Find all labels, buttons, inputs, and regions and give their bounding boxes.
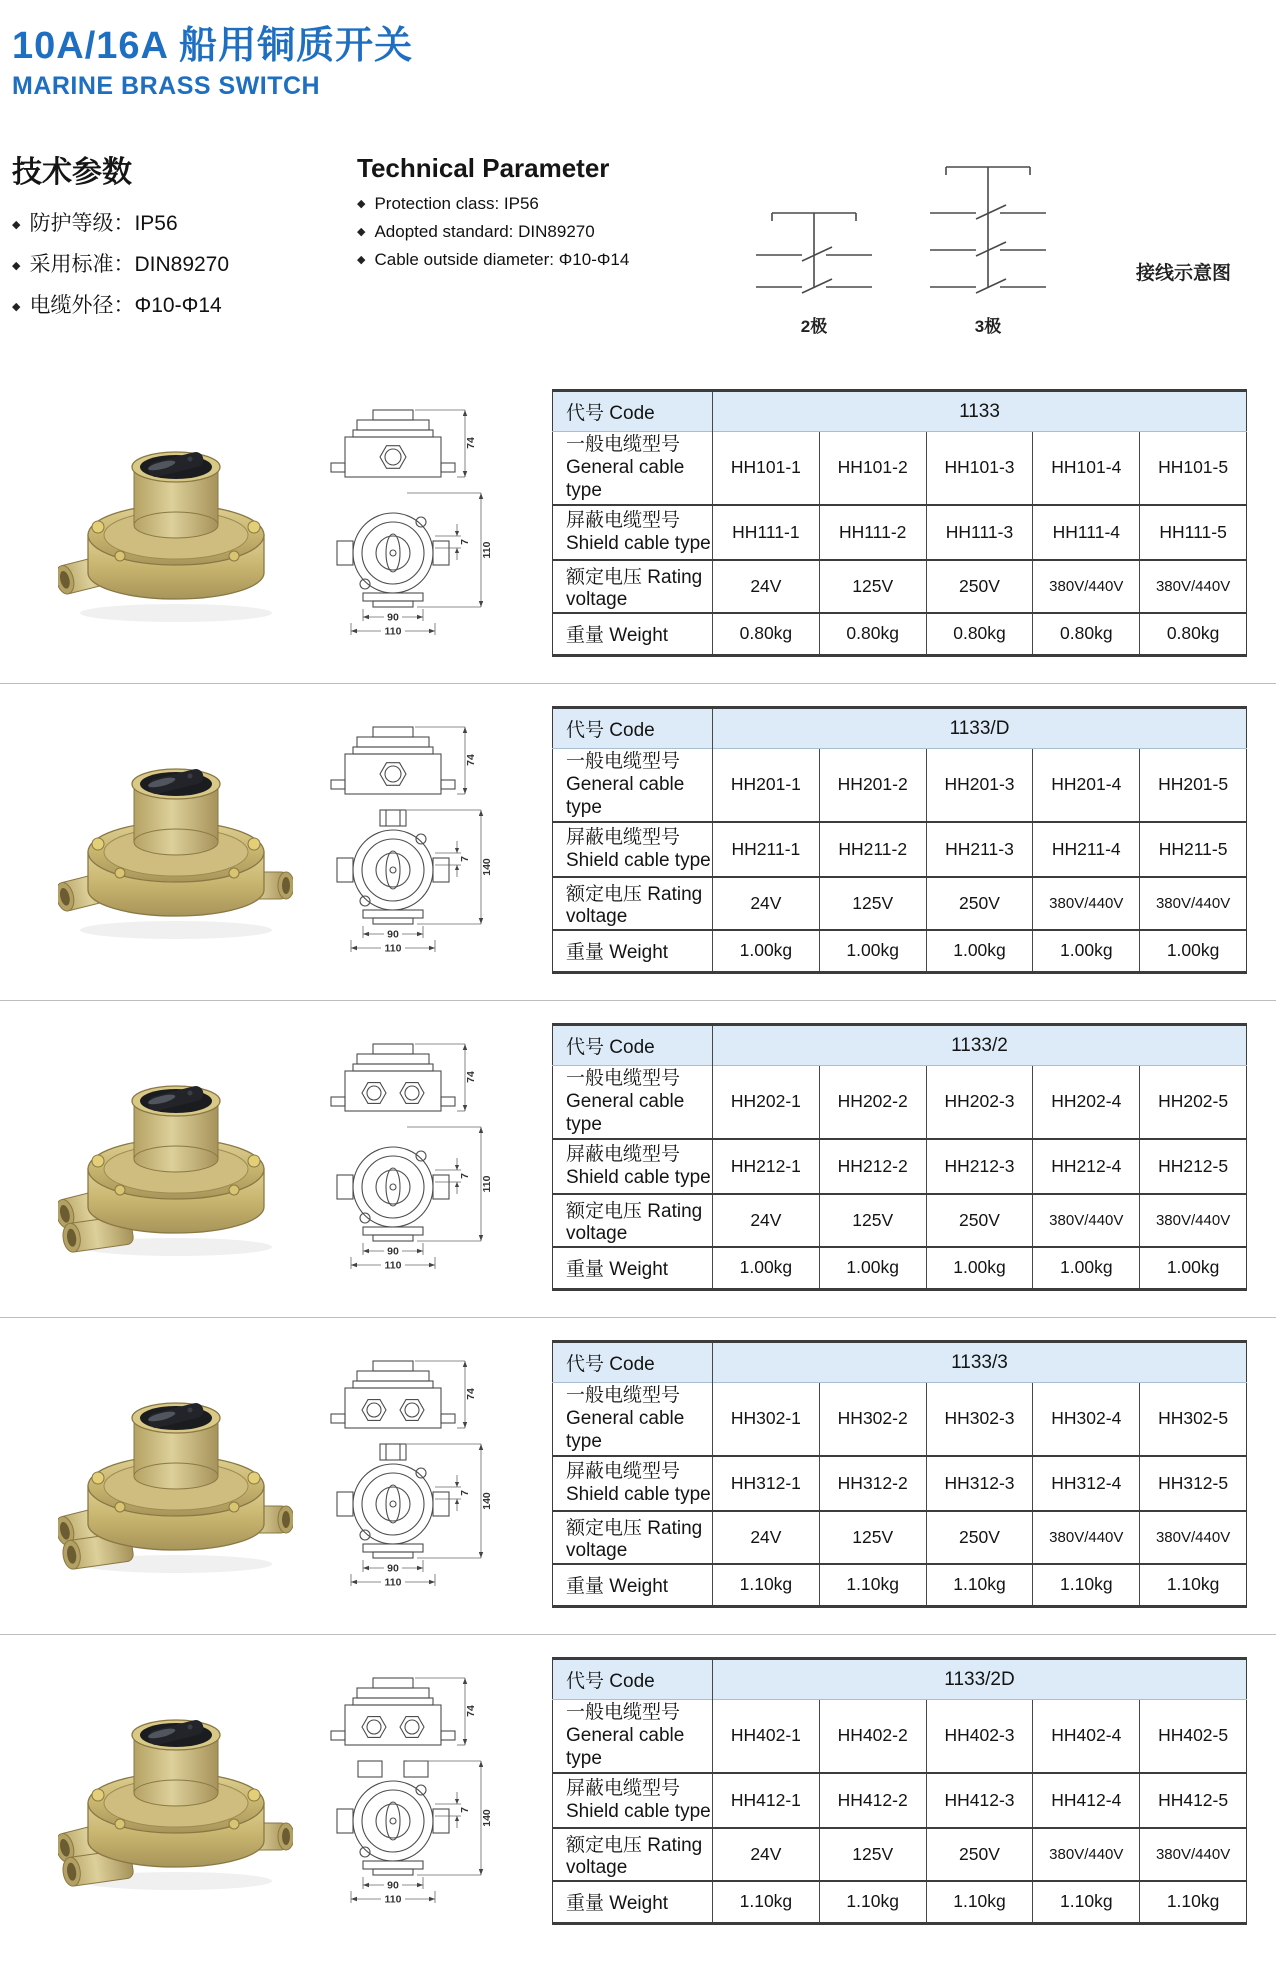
diamond-bullet-icon: ◆ — [12, 301, 21, 313]
frontview-top-gland-single — [380, 810, 406, 826]
voltage-cell: 250V — [926, 1194, 1033, 1247]
shield-cable-label — [553, 505, 713, 560]
product-photo — [58, 1049, 293, 1266]
topview-gland-double — [362, 1082, 424, 1103]
product-photo-illustration — [58, 1683, 293, 1895]
general-cable-cell: HH402-5 — [1140, 1700, 1247, 1773]
shield-cable-cell: HH212-4 — [1033, 1139, 1140, 1194]
product-photo — [58, 1366, 293, 1583]
dim-base-inner: 90 — [387, 928, 399, 941]
product-photo-illustration — [58, 1049, 293, 1261]
shield-cable-cell: HH211-5 — [1140, 822, 1247, 877]
table-row-code — [553, 1025, 1247, 1066]
weight-cell: 1.00kg — [819, 1247, 926, 1290]
voltage-label: 额定电压 Rating voltage — [553, 1511, 713, 1564]
shield-cable-cell: HH111-1 — [713, 505, 820, 560]
weight-cell: 1.10kg — [819, 1564, 926, 1607]
table-row-shield — [553, 505, 1247, 560]
voltage-cell: 380V/440V — [1140, 1511, 1247, 1564]
general-cable-cell: HH202-5 — [1140, 1066, 1247, 1139]
code-label: 代号 Code — [553, 708, 713, 749]
table-row-voltage — [553, 1828, 1247, 1881]
general-cable-label-zh: 一般电缆型号 — [566, 1702, 681, 1724]
tech-params-en-heading: Technical Parameter — [357, 153, 610, 183]
product-photo — [58, 732, 293, 949]
weight-cell: 1.10kg — [1033, 1881, 1140, 1924]
shield-cable-label — [553, 1773, 713, 1828]
voltage-cell: 250V — [926, 560, 1033, 613]
topview-gland-double — [362, 1399, 424, 1420]
dimension-annotations — [351, 1678, 493, 1905]
shield-cable-cell: HH211-1 — [713, 822, 820, 877]
general-cable-cell: HH302-1 — [713, 1383, 820, 1456]
param-item — [357, 194, 712, 214]
spec-table — [552, 389, 1247, 657]
code-label: 代号 Code — [553, 1342, 713, 1383]
product-photo-illustration — [58, 732, 293, 944]
general-cable-cell: HH101-5 — [1140, 432, 1247, 505]
dim-base-outer: 110 — [384, 1259, 402, 1271]
wiring-diagram-3pole-icon — [918, 155, 1058, 305]
general-cable-cell: HH201-1 — [713, 749, 820, 822]
general-cable-label-zh: 一般电缆型号 — [566, 1385, 681, 1407]
voltage-cell: 380V/440V — [1140, 877, 1247, 930]
dim-knob-offset: 7 — [459, 1806, 471, 1813]
general-cable-label-en: General cable type — [566, 1091, 685, 1136]
tech-params-zh — [12, 147, 357, 330]
table-row-general — [553, 1383, 1247, 1456]
voltage-cell: 125V — [819, 1511, 926, 1564]
product-photo-illustration — [58, 415, 293, 627]
general-cable-label-zh: 一般电缆型号 — [566, 434, 681, 455]
diamond-bullet-icon: ◆ — [357, 198, 366, 210]
general-cable-label — [553, 432, 713, 505]
general-cable-cell: HH101-1 — [713, 432, 820, 505]
technical-drawing — [307, 1673, 497, 1910]
shield-cable-cell: HH312-4 — [1033, 1456, 1140, 1511]
diamond-bullet-icon: ◆ — [12, 219, 21, 231]
general-cable-cell: HH101-2 — [819, 432, 926, 505]
wiring-2pole — [744, 187, 884, 337]
general-cable-cell: HH101-4 — [1033, 432, 1140, 505]
technical-drawing — [307, 1039, 497, 1276]
code-value: 1133 — [713, 391, 1247, 432]
voltage-cell: 125V — [819, 1194, 926, 1247]
shield-cable-cell: HH412-1 — [713, 1773, 820, 1828]
dim-base-outer: 110 — [384, 942, 402, 954]
general-cable-cell: HH402-4 — [1033, 1700, 1140, 1773]
general-cable-label-en: General cable type — [566, 457, 685, 502]
general-cable-cell: HH201-4 — [1033, 749, 1140, 822]
pole2-label: 2极 — [800, 317, 828, 336]
shield-cable-cell: HH212-1 — [713, 1139, 820, 1194]
dim-base-inner: 90 — [387, 1562, 399, 1575]
shield-cable-cell: HH211-4 — [1033, 822, 1140, 877]
general-cable-cell: HH302-5 — [1140, 1383, 1247, 1456]
table-row-shield — [553, 1456, 1247, 1511]
product-section — [0, 683, 1276, 1000]
table-row-general — [553, 749, 1247, 822]
voltage-cell: 380V/440V — [1033, 877, 1140, 930]
spec-table — [552, 1023, 1247, 1291]
technical-drawing-illustration — [307, 1356, 497, 1588]
dim-front-height: 110 — [481, 1175, 493, 1193]
general-cable-label — [553, 1066, 713, 1139]
topview-gland-single — [380, 445, 406, 468]
general-cable-label — [553, 1383, 713, 1456]
weight-cell: 0.80kg — [926, 613, 1033, 656]
param-text: 采用标准：DIN89270 — [29, 253, 230, 276]
dim-knob-offset: 7 — [459, 1172, 471, 1179]
param-item — [12, 289, 357, 319]
dim-knob-offset: 7 — [459, 1489, 471, 1496]
shield-cable-label-en: Shield cable type — [566, 1801, 711, 1823]
product-section — [0, 1634, 1276, 1951]
wiring-3pole — [918, 155, 1058, 337]
voltage-cell: 250V — [926, 1828, 1033, 1881]
voltage-cell: 24V — [713, 560, 820, 613]
weight-cell: 1.10kg — [819, 1881, 926, 1924]
weight-label: 重量 Weight — [553, 1247, 713, 1290]
table-row-general — [553, 1700, 1247, 1773]
shield-cable-cell: HH412-5 — [1140, 1773, 1247, 1828]
shield-cable-label-zh: 屏蔽电缆型号 — [566, 826, 681, 848]
dim-base-outer: 110 — [384, 1576, 402, 1588]
general-cable-cell: HH201-3 — [926, 749, 1033, 822]
dim-top-height: 74 — [465, 1070, 477, 1083]
weight-cell: 1.00kg — [1140, 930, 1247, 973]
weight-label: 重量 Weight — [553, 613, 713, 656]
voltage-cell: 380V/440V — [1033, 1194, 1140, 1247]
wiring-diagram-2pole-icon — [744, 187, 884, 305]
param-item — [357, 222, 712, 242]
table-row-weight — [553, 1881, 1247, 1924]
dim-top-height: 74 — [465, 1387, 477, 1400]
topview-gland-single — [380, 762, 406, 785]
dim-top-height: 74 — [465, 1704, 477, 1717]
table-row-voltage — [553, 1194, 1247, 1247]
weight-label: 重量 Weight — [553, 930, 713, 973]
shield-cable-label-zh: 屏蔽电缆型号 — [566, 1143, 681, 1165]
table-row-voltage — [553, 1511, 1247, 1564]
shield-cable-label — [553, 1139, 713, 1194]
weight-cell: 1.10kg — [1140, 1564, 1247, 1607]
tech-params-zh-heading: 技术参数 — [12, 156, 132, 189]
shield-cable-cell: HH212-5 — [1140, 1139, 1247, 1194]
shield-cable-label-en: Shield cable type — [566, 1484, 711, 1506]
page-title-en: MARINE BRASS SWITCH — [12, 72, 321, 100]
general-cable-label-en: General cable type — [566, 774, 685, 819]
param-item — [12, 207, 357, 237]
shield-cable-label-en: Shield cable type — [566, 1167, 711, 1189]
general-cable-cell: HH202-3 — [926, 1066, 1033, 1139]
table-row-shield — [553, 1773, 1247, 1828]
general-cable-cell: HH302-4 — [1033, 1383, 1140, 1456]
dim-top-height: 74 — [465, 753, 477, 766]
general-cable-cell: HH101-3 — [926, 432, 1033, 505]
page-title-zh: 10A/16A 船用铜质开关 — [12, 25, 414, 67]
general-cable-cell: HH402-3 — [926, 1700, 1033, 1773]
dim-front-height: 140 — [481, 857, 493, 876]
code-label: 代号 Code — [553, 391, 713, 432]
general-cable-label-en: General cable type — [566, 1408, 685, 1453]
product-section — [0, 1317, 1276, 1634]
dim-knob-offset: 7 — [459, 855, 471, 862]
weight-cell: 1.00kg — [713, 1247, 820, 1290]
general-cable-label-zh: 一般电缆型号 — [566, 751, 681, 773]
voltage-cell: 24V — [713, 877, 820, 930]
table-row-code — [553, 391, 1247, 432]
code-value: 1133/3 — [713, 1342, 1247, 1383]
weight-cell: 1.00kg — [819, 930, 926, 973]
table-row-voltage — [553, 560, 1247, 613]
spec-table — [552, 706, 1247, 974]
weight-cell: 1.00kg — [1033, 1247, 1140, 1290]
table-row-weight — [553, 1247, 1247, 1290]
voltage-cell: 125V — [819, 1828, 926, 1881]
voltage-label: 额定电压 Rating voltage — [553, 560, 713, 613]
dim-front-height: 140 — [481, 1491, 493, 1510]
table-row-shield — [553, 1139, 1247, 1194]
table-row-code — [553, 708, 1247, 749]
shield-cable-cell: HH211-2 — [819, 822, 926, 877]
frontview-top-gland-double — [358, 1761, 428, 1777]
dim-base-outer: 110 — [384, 1893, 402, 1905]
dim-base-inner: 90 — [387, 611, 399, 623]
table-row-weight — [553, 930, 1247, 973]
dim-base-inner: 90 — [387, 1245, 399, 1258]
technical-drawing-illustration — [307, 1673, 497, 1905]
table-row-voltage — [553, 877, 1247, 930]
voltage-cell: 125V — [819, 877, 926, 930]
shield-cable-label-zh: 屏蔽电缆型号 — [566, 1460, 681, 1482]
voltage-label: 额定电压 Rating voltage — [553, 1194, 713, 1247]
voltage-label: 额定电压 Rating voltage — [553, 1828, 713, 1881]
weight-cell: 1.00kg — [713, 930, 820, 973]
general-cable-cell: HH202-1 — [713, 1066, 820, 1139]
general-cable-cell: HH201-5 — [1140, 749, 1247, 822]
shield-cable-cell: HH312-3 — [926, 1456, 1033, 1511]
table-row-weight — [553, 613, 1247, 656]
param-text: 防护等级：IP56 — [29, 212, 178, 235]
voltage-cell: 380V/440V — [1140, 560, 1247, 613]
voltage-cell: 250V — [926, 877, 1033, 930]
shield-cable-cell: HH211-3 — [926, 822, 1033, 877]
dimension-annotations — [351, 1044, 493, 1271]
voltage-cell: 24V — [713, 1511, 820, 1564]
shield-cable-label-zh: 屏蔽电缆型号 — [566, 1777, 681, 1799]
product-photo-illustration — [58, 1366, 293, 1578]
voltage-cell: 380V/440V — [1033, 1828, 1140, 1881]
technical-drawing-illustration — [307, 722, 497, 954]
shield-cable-cell: HH212-3 — [926, 1139, 1033, 1194]
weight-label: 重量 Weight — [553, 1564, 713, 1607]
voltage-cell: 380V/440V — [1140, 1828, 1247, 1881]
shield-cable-cell: HH111-2 — [819, 505, 926, 560]
weight-cell: 0.80kg — [1033, 613, 1140, 656]
shield-cable-cell: HH212-2 — [819, 1139, 926, 1194]
weight-cell: 1.10kg — [926, 1881, 1033, 1924]
wiring-diagrams — [744, 155, 1231, 337]
shield-cable-label — [553, 1456, 713, 1511]
tech-params-en — [357, 153, 712, 278]
code-label: 代号 Code — [553, 1025, 713, 1066]
diamond-bullet-icon: ◆ — [357, 254, 366, 266]
voltage-cell: 380V/440V — [1033, 560, 1140, 613]
voltage-cell: 125V — [819, 560, 926, 613]
technical-drawing — [307, 405, 497, 642]
technical-drawing-illustration — [307, 1039, 497, 1271]
param-text: Cable outside diameter: Φ10-Φ14 — [374, 250, 630, 269]
general-cable-label-zh: 一般电缆型号 — [566, 1068, 681, 1090]
general-cable-cell: HH202-4 — [1033, 1066, 1140, 1139]
dim-top-height: 74 — [465, 436, 477, 449]
dimension-annotations — [351, 410, 493, 637]
table-row-shield — [553, 822, 1247, 877]
weight-cell: 1.10kg — [926, 1564, 1033, 1607]
parameters-row — [12, 147, 1264, 337]
shield-cable-label-zh: 屏蔽电缆型号 — [566, 509, 681, 531]
weight-label: 重量 Weight — [553, 1881, 713, 1924]
param-item — [12, 248, 357, 278]
dim-base-outer: 110 — [384, 625, 402, 637]
shield-cable-label-en: Shield cable type — [566, 533, 711, 555]
shield-cable-label-en: Shield cable type — [566, 850, 711, 872]
shield-cable-cell: HH111-4 — [1033, 505, 1140, 560]
shield-cable-cell: HH111-3 — [926, 505, 1033, 560]
product-section — [0, 367, 1276, 683]
spec-table — [552, 1657, 1247, 1925]
table-row-weight — [553, 1564, 1247, 1607]
product-sections — [0, 367, 1276, 1951]
param-item — [357, 250, 712, 270]
shield-cable-cell: HH412-4 — [1033, 1773, 1140, 1828]
code-label: 代号 Code — [553, 1659, 713, 1700]
weight-cell: 1.00kg — [1033, 930, 1140, 973]
table-row-general — [553, 1066, 1247, 1139]
table-row-general — [553, 432, 1247, 505]
general-cable-cell: HH201-2 — [819, 749, 926, 822]
weight-cell: 0.80kg — [819, 613, 926, 656]
general-cable-cell: HH402-1 — [713, 1700, 820, 1773]
dim-front-height: 140 — [481, 1808, 493, 1827]
weight-cell: 1.00kg — [1140, 1247, 1247, 1290]
weight-cell: 1.10kg — [1140, 1881, 1247, 1924]
voltage-label: 额定电压 Rating voltage — [553, 877, 713, 930]
product-photo — [58, 415, 293, 632]
general-cable-cell: HH202-2 — [819, 1066, 926, 1139]
voltage-cell: 250V — [926, 1511, 1033, 1564]
product-photo — [58, 1683, 293, 1900]
weight-cell: 1.10kg — [713, 1881, 820, 1924]
diamond-bullet-icon: ◆ — [357, 226, 366, 238]
table-row-code — [553, 1659, 1247, 1700]
voltage-cell: 24V — [713, 1828, 820, 1881]
pole3-label: 3极 — [974, 317, 1002, 336]
product-section — [0, 1000, 1276, 1317]
diamond-bullet-icon: ◆ — [12, 260, 21, 272]
technical-drawing-illustration — [307, 405, 497, 637]
weight-cell: 1.00kg — [926, 930, 1033, 973]
voltage-cell: 380V/440V — [1033, 1511, 1140, 1564]
weight-cell: 0.80kg — [713, 613, 820, 656]
voltage-cell: 380V/440V — [1140, 1194, 1247, 1247]
weight-cell: 1.10kg — [713, 1564, 820, 1607]
weight-cell: 1.00kg — [926, 1247, 1033, 1290]
technical-drawing — [307, 1356, 497, 1593]
general-cable-cell: HH402-2 — [819, 1700, 926, 1773]
param-text: Adopted standard: DIN89270 — [374, 222, 595, 241]
table-row-code — [553, 1342, 1247, 1383]
dim-front-height: 110 — [481, 541, 493, 558]
dim-knob-offset: 7 — [459, 538, 471, 545]
shield-cable-cell: HH412-2 — [819, 1773, 926, 1828]
wiring-caption: 接线示意图 — [1136, 263, 1232, 284]
code-value: 1133/2 — [713, 1025, 1247, 1066]
general-cable-cell: HH302-3 — [926, 1383, 1033, 1456]
frontview-top-gland-single — [380, 1444, 406, 1460]
weight-cell: 1.10kg — [1033, 1564, 1140, 1607]
shield-cable-cell: HH312-5 — [1140, 1456, 1247, 1511]
general-cable-label-en: General cable type — [566, 1725, 685, 1770]
voltage-cell: 24V — [713, 1194, 820, 1247]
shield-cable-cell: HH312-1 — [713, 1456, 820, 1511]
general-cable-cell: HH302-2 — [819, 1383, 926, 1456]
shield-cable-cell: HH412-3 — [926, 1773, 1033, 1828]
topview-gland-double — [362, 1716, 424, 1737]
param-text: Protection class: IP56 — [374, 194, 539, 213]
shield-cable-cell: HH111-5 — [1140, 505, 1247, 560]
shield-cable-label — [553, 822, 713, 877]
param-text: 电缆外径：Φ10-Φ14 — [29, 294, 222, 317]
general-cable-label — [553, 749, 713, 822]
shield-cable-cell: HH312-2 — [819, 1456, 926, 1511]
dimension-annotations — [351, 727, 493, 954]
weight-cell: 0.80kg — [1140, 613, 1247, 656]
technical-drawing — [307, 722, 497, 959]
dim-base-inner: 90 — [387, 1879, 399, 1892]
doc-header — [0, 14, 1276, 101]
code-value: 1133/2D — [713, 1659, 1247, 1700]
general-cable-label — [553, 1700, 713, 1773]
dimension-annotations — [351, 1361, 493, 1588]
code-value: 1133/D — [713, 708, 1247, 749]
spec-table — [552, 1340, 1247, 1608]
